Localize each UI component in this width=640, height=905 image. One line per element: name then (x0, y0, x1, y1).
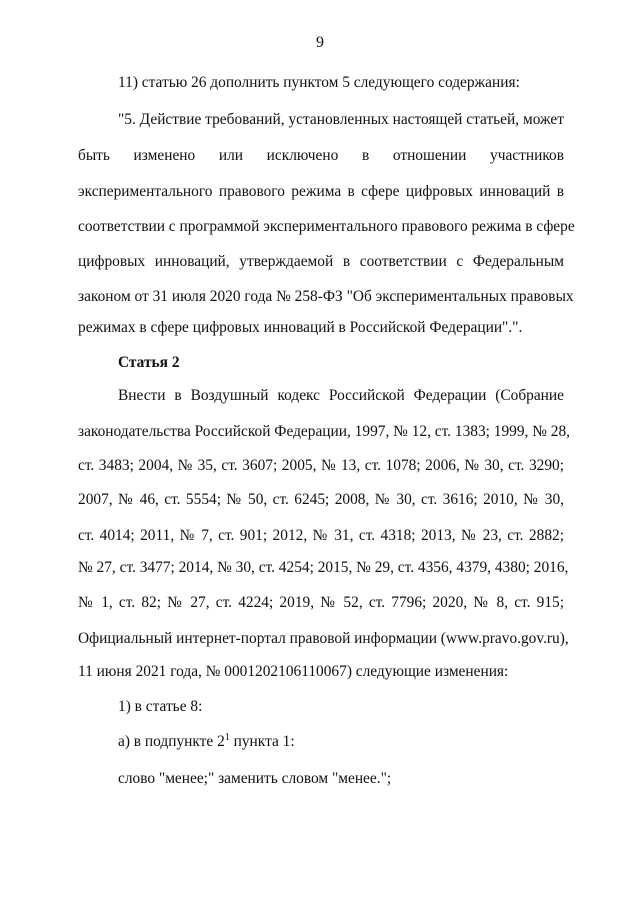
page-number: 9 (316, 34, 324, 51)
article-body-line: 11 июня 2021 года, № 0001202106110067) следующие изменения: (78, 663, 509, 680)
article-body-line: Внести в Воздушный кодекс Российской Федерации (Собрание (118, 387, 564, 404)
item-11-text: 11) статью 26 дополнить пунктом 5 следующего содержания: (118, 74, 520, 91)
superscript-number: 1 (224, 731, 230, 743)
quote-line: "5. Действие требований, установленных настоящей статьей, может (118, 111, 564, 128)
subitem-a-suffix: пункта 1: (229, 733, 295, 750)
article-body-line: ст. 4014; 2011, № 7, ст. 901; 2012, № 31, ст. 4318; 2013, № 23, ст. 2882; (78, 527, 564, 544)
article-body-line: законодательства Российской Федерации, 1997, № 12, ст. 1383; 1999, № 28, (78, 423, 571, 440)
quote-line: соответствии с программой экспериментального правового режима в сфере (78, 218, 575, 235)
article-body-line: 2007, № 46, ст. 5554; № 50, ст. 6245; 2008, № 30, ст. 3616; 2010, № 30, (78, 491, 564, 508)
article-body-line: ст. 3483; 2004, № 35, ст. 3607; 2005, № 13, ст. 1078; 2006, № 30, ст. 3290; (78, 457, 564, 474)
quote-line: режимах в сфере цифровых инноваций в Российской Федерации".". (78, 319, 523, 336)
quote-line: экспериментального правового режима в сфере цифровых инноваций в (78, 183, 564, 200)
quote-line: законом от 31 июля 2020 года № 258-ФЗ "Об экспериментальных правовых (78, 288, 574, 305)
replace-word-line: слово "менее;" заменить словом "менее."; (118, 770, 392, 787)
subitem-a-prefix: а) в подпункте 2 (118, 733, 225, 750)
article-body-line: № 27, ст. 3477; 2014, № 30, ст. 4254; 2015, № 29, ст. 4356, 4379, 4380; 2016, (78, 559, 569, 576)
article-body-line: № 1, ст. 82; № 27, ст. 4224; 2019, № 52, ст. 7796; 2020, № 8, ст. 915; (78, 594, 564, 611)
subitem-a-text (118, 732, 295, 752)
item-1-text: 1) в статье 8: (118, 698, 203, 715)
article-body-line: Официальный интернет-портал правовой информации (www.pravo.gov.ru), (78, 630, 569, 647)
quote-line: быть изменено или исключено в отношении участников (78, 147, 564, 164)
article-heading: Статья 2 (118, 354, 180, 371)
quote-line: цифровых инноваций, утверждаемой в соответствии с Федеральным (78, 253, 564, 270)
